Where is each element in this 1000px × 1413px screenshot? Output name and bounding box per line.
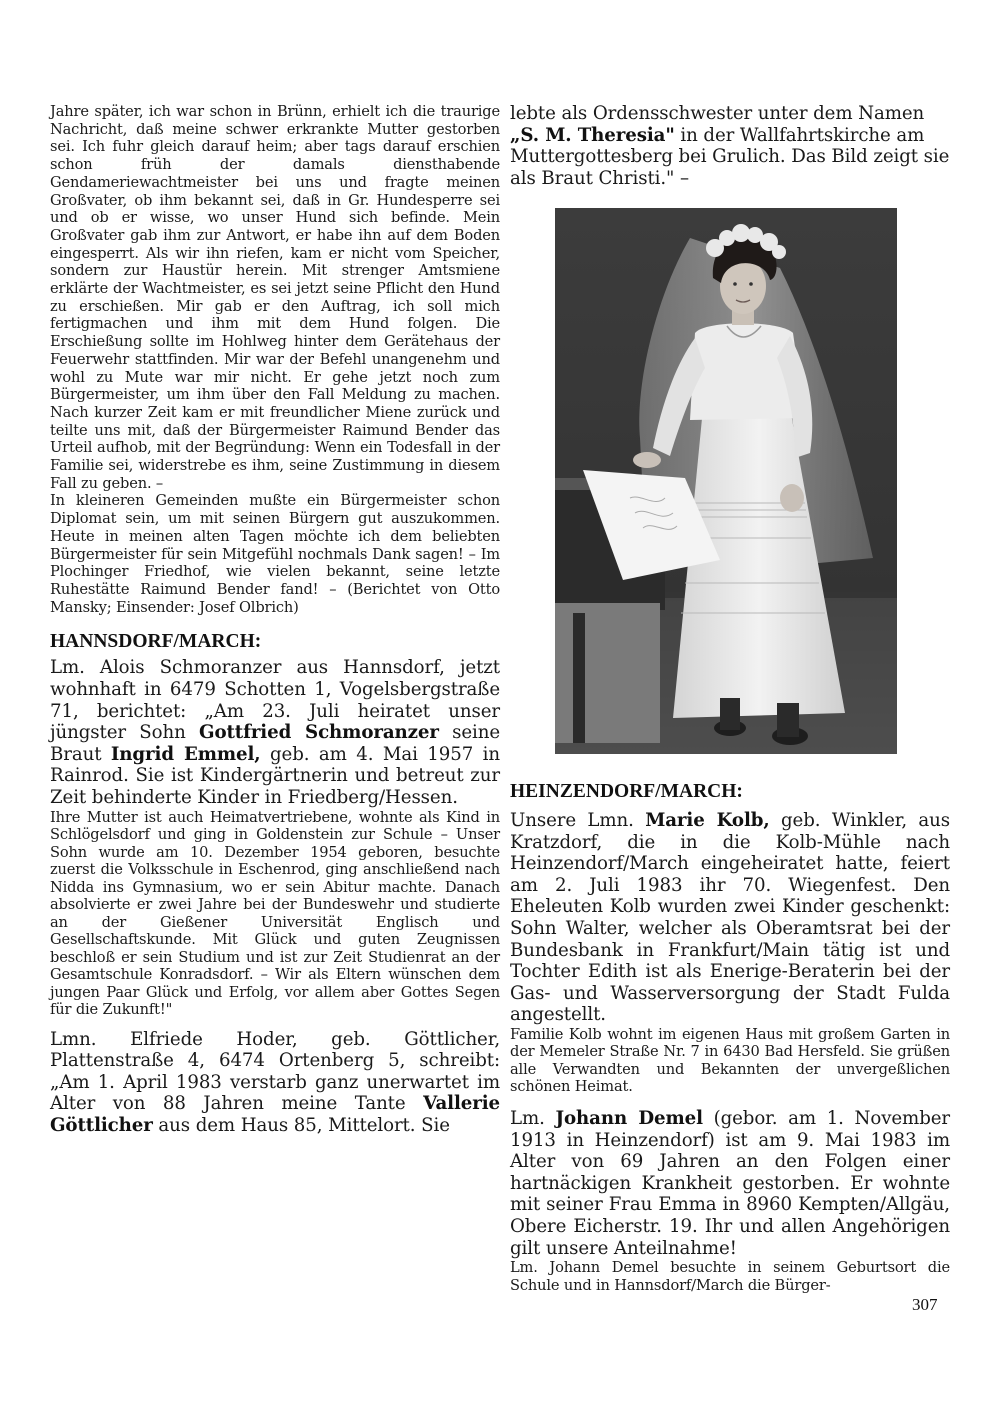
page-number: 307 — [912, 1295, 938, 1314]
story-continuation-paragraph: Jahre später, ich war schon in Brünn, erhielt ich die traurige Nachricht, daß meine schwer erkrankte Mutter gestorben sei. Ich fuhr gleich darauf heim; aber tags darauf erschien schon früh der damals diensthabende Gendameriewachtmeister bei uns und fragte meinen Großvater, ob ihm bekannt sei, daß in Gr. Hundesperre sei und ob er wisse, wo unser Hund sich befinde. Mein Großvater gab ihm zur Antwort, er habe ihn auf dem Boden eingesperrt. Als wir ihn riefen, kam er nicht vom Speicher, sondern zur Haustür herein. Mit strenger Amtsmiene erklärte der Wachtmeister, es sei jetzt seine Pflicht den Hund zu erschießen. Mir gab er den Auftrag, ich soll mich fertigmachen und ihm mit dem Hund folgen. Die Erschießung sollte im Hohlweg hinter dem Gerätehaus der Feuerwehr stattfinden. Mir war der Befehl unangenehm und wohl zu Mute war mir nicht. Er gehe jetzt noch zum Bürgermeister, um ihm über den Fall Meldung zu machen. Nach kurzer Zeit kam er mit freundlicher Miene zurück und teilte uns mit, daß der Bürgermeister Raimund Bender das Urteil aufhob, mit der Begründung: Wenn ein Todesfall in der Familie sei, widerstrebe es ihm, seine Zustimmung in diesem Fall zu geben. – — [50, 103, 500, 492]
left-column — [50, 103, 500, 1137]
religious-name: „S. M. Theresia" — [510, 124, 675, 146]
hannsdorf-wedding-detail: Ihre Mutter ist auch Heimatvertriebene, wohnte als Kind in Schlögelsdorf und ging in Goldenstein zur Schule – Unser Sohn wurde am 10. Dezember 1954 geboren, besuchte zuerst die Volksschule in Eschenrod, ging anschließend nach Nidda ins Gymnasium, wo er sein Abitur machte. Danach absolvierte er zwei Jahre bei der Bundeswehr und studierte an der Gießener Universität Englisch und Gesellschaftskunde. Mit Glück und guten Zeugnissen beschloß er sein Studium und ist zur Zeit Studienrat an der Gesamtschule Konradsdorf. – Wir als Eltern wünschen dem jungen Paar Glück und Erfolg, vor allem aber Gottes Segen für die Zukunft!" — [50, 808, 500, 1019]
story-closing-paragraph: In kleineren Gemeinden mußte ein Bürgermeister schon Diplomat sein, um mit seinen Bürgern gut auszukommen. Heute in meinen alten Tagen möchte ich dem beliebten Bürgermeister für sein Mitgefühl nochmals Dank sagen! – Im Plochinger Friedhof, wie vielen bekannt, seine letzte Ruhestätte Raimund Bender fand! – (Berichtet von Otto Mansky; Einsender: Josef Olbrich) — [50, 492, 500, 616]
section-heading-hannsdorf: HANNSDORF/MARCH: — [50, 631, 262, 653]
right-column — [510, 103, 950, 189]
deceased-name-demel: Johann Demel — [555, 1107, 703, 1129]
kolb-family-detail: Familie Kolb wohnt im eigenen Haus mit großem Garten in der Memeler Straße Nr. 7 in 6430 Bad Hersfeld. Sie grüßen alle Verwandten und Bekannten der unvergeßlichen schönen Heimat. — [510, 1025, 950, 1096]
hannsdorf-wedding-announcement: Lm. Alois Schmoranzer aus Hannsdorf, jetzt wohnhaft in 6479 Schotten 1, Vogelsbergstraße 71, berichtet: „Am 23. Juli heiratet unser jüngster Sohn Gottfried Schmoranzer seine Braut Ingrid Emmel, geb. am 4. Mai 1957 in Rainrod. Sie ist Kindergärtnerin und betreut zur Zeit behinderte Kinder in Friedberg/Hessen. — [50, 657, 501, 808]
bride-portrait-photo — [555, 208, 897, 754]
bride-name: Ingrid Emmel, — [110, 743, 261, 765]
kolb-birthday-paragraph: Unsere Lmn. Marie Kolb, geb. Winkler, aus Kratzdorf, die in die Kolb-Mühle nach Heinzendorf/March eingeheiratet hatte, feiert am 2. Juli 1983 ihr 70. Wiegenfest. Den Eheleuten Kolb wurden zwei Kinder geschenkt: Sohn Walter, welcher als Oberamtsrat bei der Bundesbank in Frankfurt/Main tätig ist und Tochter Edith ist als Enerige-Beraterin bei der Gas- und Wasserversorgung der Stadt Fulda angestellt. — [510, 810, 950, 1026]
demel-obituary-paragraph: Lm. Johann Demel (gebor. am 1. November 1913 in Heinzendorf) ist am 9. Mai 1983 im Alter von 69 Jahren an den Folgen einer hartnäckigen Krankheit gestorben. Er wohnte mit seiner Frau Emma in 8960 Kempten/Allgäu, Obere Eicherstr. 19. Ihr und allen Angehörigen gilt unsere Anteilnahme! — [510, 1107, 950, 1259]
groom-name: Gottfried Schmoranzer — [199, 722, 439, 744]
section-heading-heinzendorf: HEINZENDORF/MARCH: — [510, 781, 743, 802]
celebrant-name: Marie Kolb, — [645, 810, 770, 831]
theresia-continuation-paragraph: lebte als Ordensschwester unter dem Namen „S. M. Theresia" in der Wallfahrtskirche am Muttergottesberg bei Grulich. Das Bild zeigt sie als Braut Christi." – — [510, 103, 950, 189]
hoder-obituary-paragraph: Lmn. Elfriede Hoder, geb. Göttlicher, Plattenstraße 4, 6474 Ortenberg 5, schreibt: „Am 1. April 1983 verstarb ganz unerwartet im Alter von 88 Jahren meine Tante Vallerie Göttlicher aus dem Haus 85, Mittelort. Sie — [50, 1028, 500, 1136]
demel-detail: Lm. Johann Demel besuchte in seinem Geburtsort die Schule und in Hannsdorf/March die Bürger- — [510, 1259, 950, 1294]
deceased-name: Vallerie Göttlicher — [50, 1093, 500, 1136]
right-column-lower — [510, 780, 950, 1294]
